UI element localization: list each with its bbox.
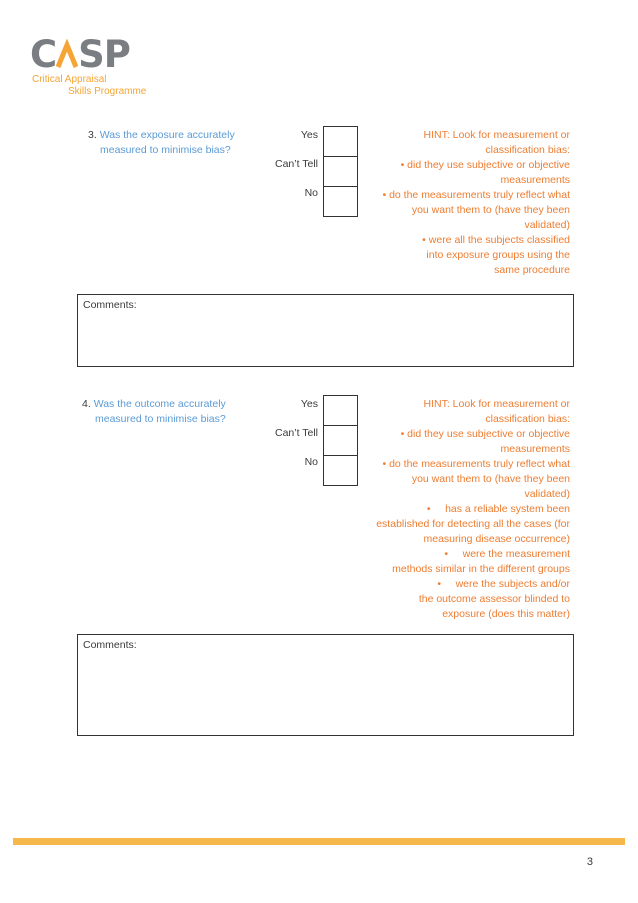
option-yes-label: Yes	[300, 129, 318, 141]
comments-label: Comments:	[83, 299, 137, 311]
casp-logo	[30, 33, 170, 98]
comments-label: Comments:	[83, 639, 137, 651]
comments-box-q4[interactable]	[77, 634, 574, 736]
hint-block-q3: HINT: Look for measurement or classification bias: • did they use subjective or objective measurements • do the measurements truly reflect what you want them to (have they been validated) • were all the subjects classified into exposure groups using the same procedure	[382, 129, 570, 276]
question-4-text: 4. Was the outcome accurately measured to minimise bias?	[82, 398, 226, 425]
logo-accent-icon	[56, 36, 78, 66]
logo-wordmark: C SP	[30, 33, 130, 76]
checkbox-no[interactable]	[323, 455, 358, 486]
comments-box-q3[interactable]	[77, 294, 574, 367]
option-cant-tell-label: Can’t Tell	[275, 158, 318, 170]
option-yes-label: Yes	[300, 398, 318, 410]
checkbox-no[interactable]	[323, 186, 358, 217]
logo-line-2: Skills Programme	[68, 86, 147, 97]
question-number: 4.	[82, 398, 91, 410]
question-number: 3.	[88, 129, 97, 141]
checkbox-yes[interactable]	[323, 126, 358, 157]
checkbox-yes[interactable]	[323, 395, 358, 426]
option-no-label: No	[304, 456, 318, 468]
footer-divider	[13, 838, 625, 845]
option-cant-tell-label: Can’t Tell	[275, 427, 318, 439]
logo-line-1: Critical Appraisal	[32, 74, 107, 85]
hint-block-q4: HINT: Look for measurement or classification bias: • did they use subjective or objective measurements • do the measurements truly reflect what you want them to (have they been validated) • has a reliable system been established for detecting all the cases (for measuring disease occurrence) • were the measurement methods similar in the different groups • were the subjects and/or the outcome assessor blinded to exposure (does this matter)	[376, 398, 570, 620]
page-number: 3	[586, 856, 593, 868]
checkbox-cant-tell[interactable]	[323, 156, 358, 187]
question-3-text: 3. Was the exposure accurately measured to minimise bias?	[88, 129, 235, 156]
checkbox-cant-tell[interactable]	[323, 425, 358, 456]
option-no-label: No	[304, 187, 318, 199]
